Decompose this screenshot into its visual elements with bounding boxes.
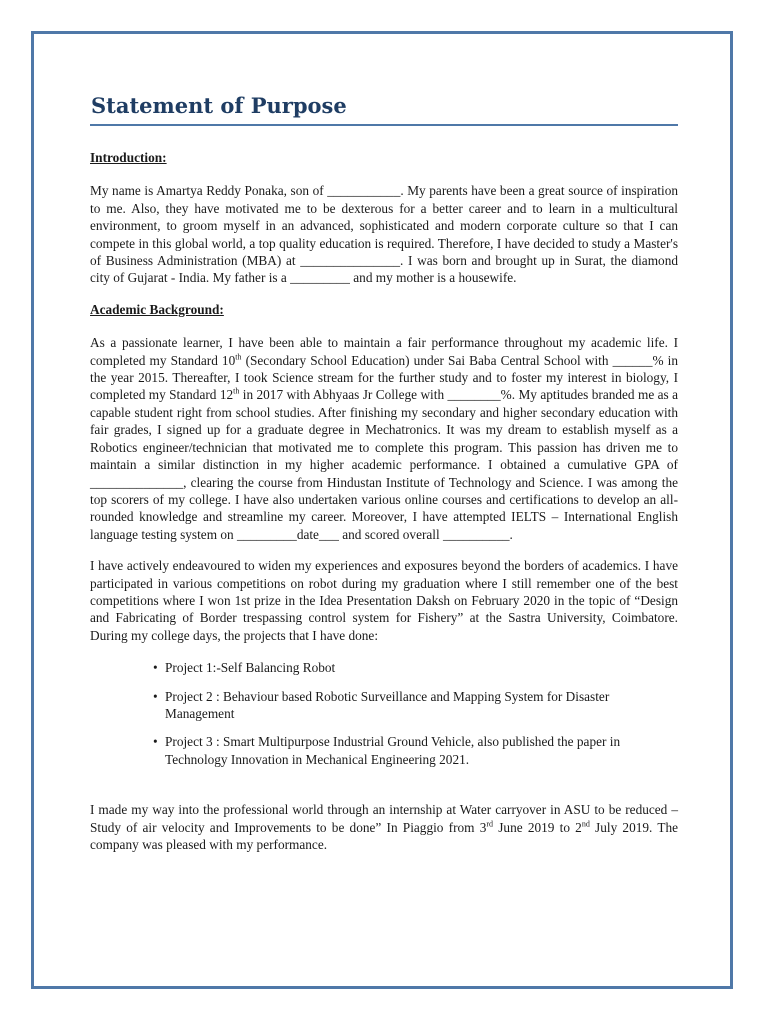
text-run: I made my way into the professional world through an internship at Water carryover in ASU to be reduced – Study of air velocity and Improvements to be done” In Piaggio from 3 [90, 802, 678, 835]
list-item: • Project 1:-Self Balancing Robot [153, 659, 678, 676]
internship-paragraph [90, 801, 678, 853]
document-body [90, 90, 678, 853]
superscript: th [235, 352, 242, 362]
introduction-paragraph: My name is Amartya Reddy Ponaka, son of ___________. My parents have been a great source of inspiration to me. Also, they have motivated me to be dexterous for a better career and to learn in a multicultural environment, to groom myself in an advanced, sophisticated and modern corporate culture so that I can compete in this global world, a top quality education is required. Therefore, I have decided to study a Master's of Business Administration (MBA) at _______________. I was born and brought up in Surat, the diamond city of Gujarat - India. My father is a _________ and my mother is a housewife. [90, 183, 678, 286]
text-run: in 2017 with Abhyaas Jr College with ________%. My aptitudes branded me as a capable student right from school studies. After finishing my secondary and higher secondary education with fair grades, I signed up for a graduate degree in Mechatronics. It was my dream to establish myself as a Robotics engineer/technician that motivated me to complete this program. This passion has driven me to maintain a similar distinction in my higher academic performance. I obtained a cumulative GPA of ______________, clearing the course from Hindustan Institute of Technology and Science. I was among the top scorers of my college. I have also undertaken various online courses and certifications to develop an all-rounded knowledge and streamline my career. Moreover, I have attempted IELTS – International English language testing system on _________date___ and scored overall __________. [90, 387, 678, 542]
academic-paragraph-2: I have actively endeavoured to widen my experiences and exposures beyond the borders of academics. I have participated in various competitions on robot during my graduation where I still remember one of the best competitions where I won 1st prize in the Idea Presentation Daksh on February 2020 in the topic of “Design and Fabricating of Border trespassing control system for Fishery” at the Sastra University, Coimbatore. During my college days, the projects that I have done: [90, 558, 678, 643]
list-item: • Project 3 : Smart Multipurpose Industrial Ground Vehicle, also published the paper in Technology Innovation in Mechanical Engineering 2021. [153, 733, 678, 768]
text-run: July 2019. The company was pleased with my performance. [90, 819, 678, 852]
superscript: nd [581, 819, 590, 829]
superscript: rd [486, 819, 494, 829]
introduction-heading: Introduction: [90, 150, 167, 165]
academic-background-heading: Academic Background: [90, 301, 224, 317]
project-list [90, 659, 678, 768]
text-run: (Secondary School Education) under Sai Baba Central School with ______% in the year 2015. Thereafter, I took Science stream for the further study and to foster my interest in biology, I completed my Standard 12 [90, 352, 678, 403]
list-item: • Project 2 : Behaviour based Robotic Surveillance and Mapping System for Disaster Management [153, 688, 678, 723]
page-title: Statement of Purpose [90, 90, 678, 126]
text-run: June 2019 to 2 [493, 819, 582, 835]
superscript: th [233, 387, 240, 397]
academic-paragraph-1 [90, 334, 678, 543]
text-run: As a passionate learner, I have been able to maintain a fair performance throughout my academic life. I completed my Standard 10 [90, 335, 678, 368]
